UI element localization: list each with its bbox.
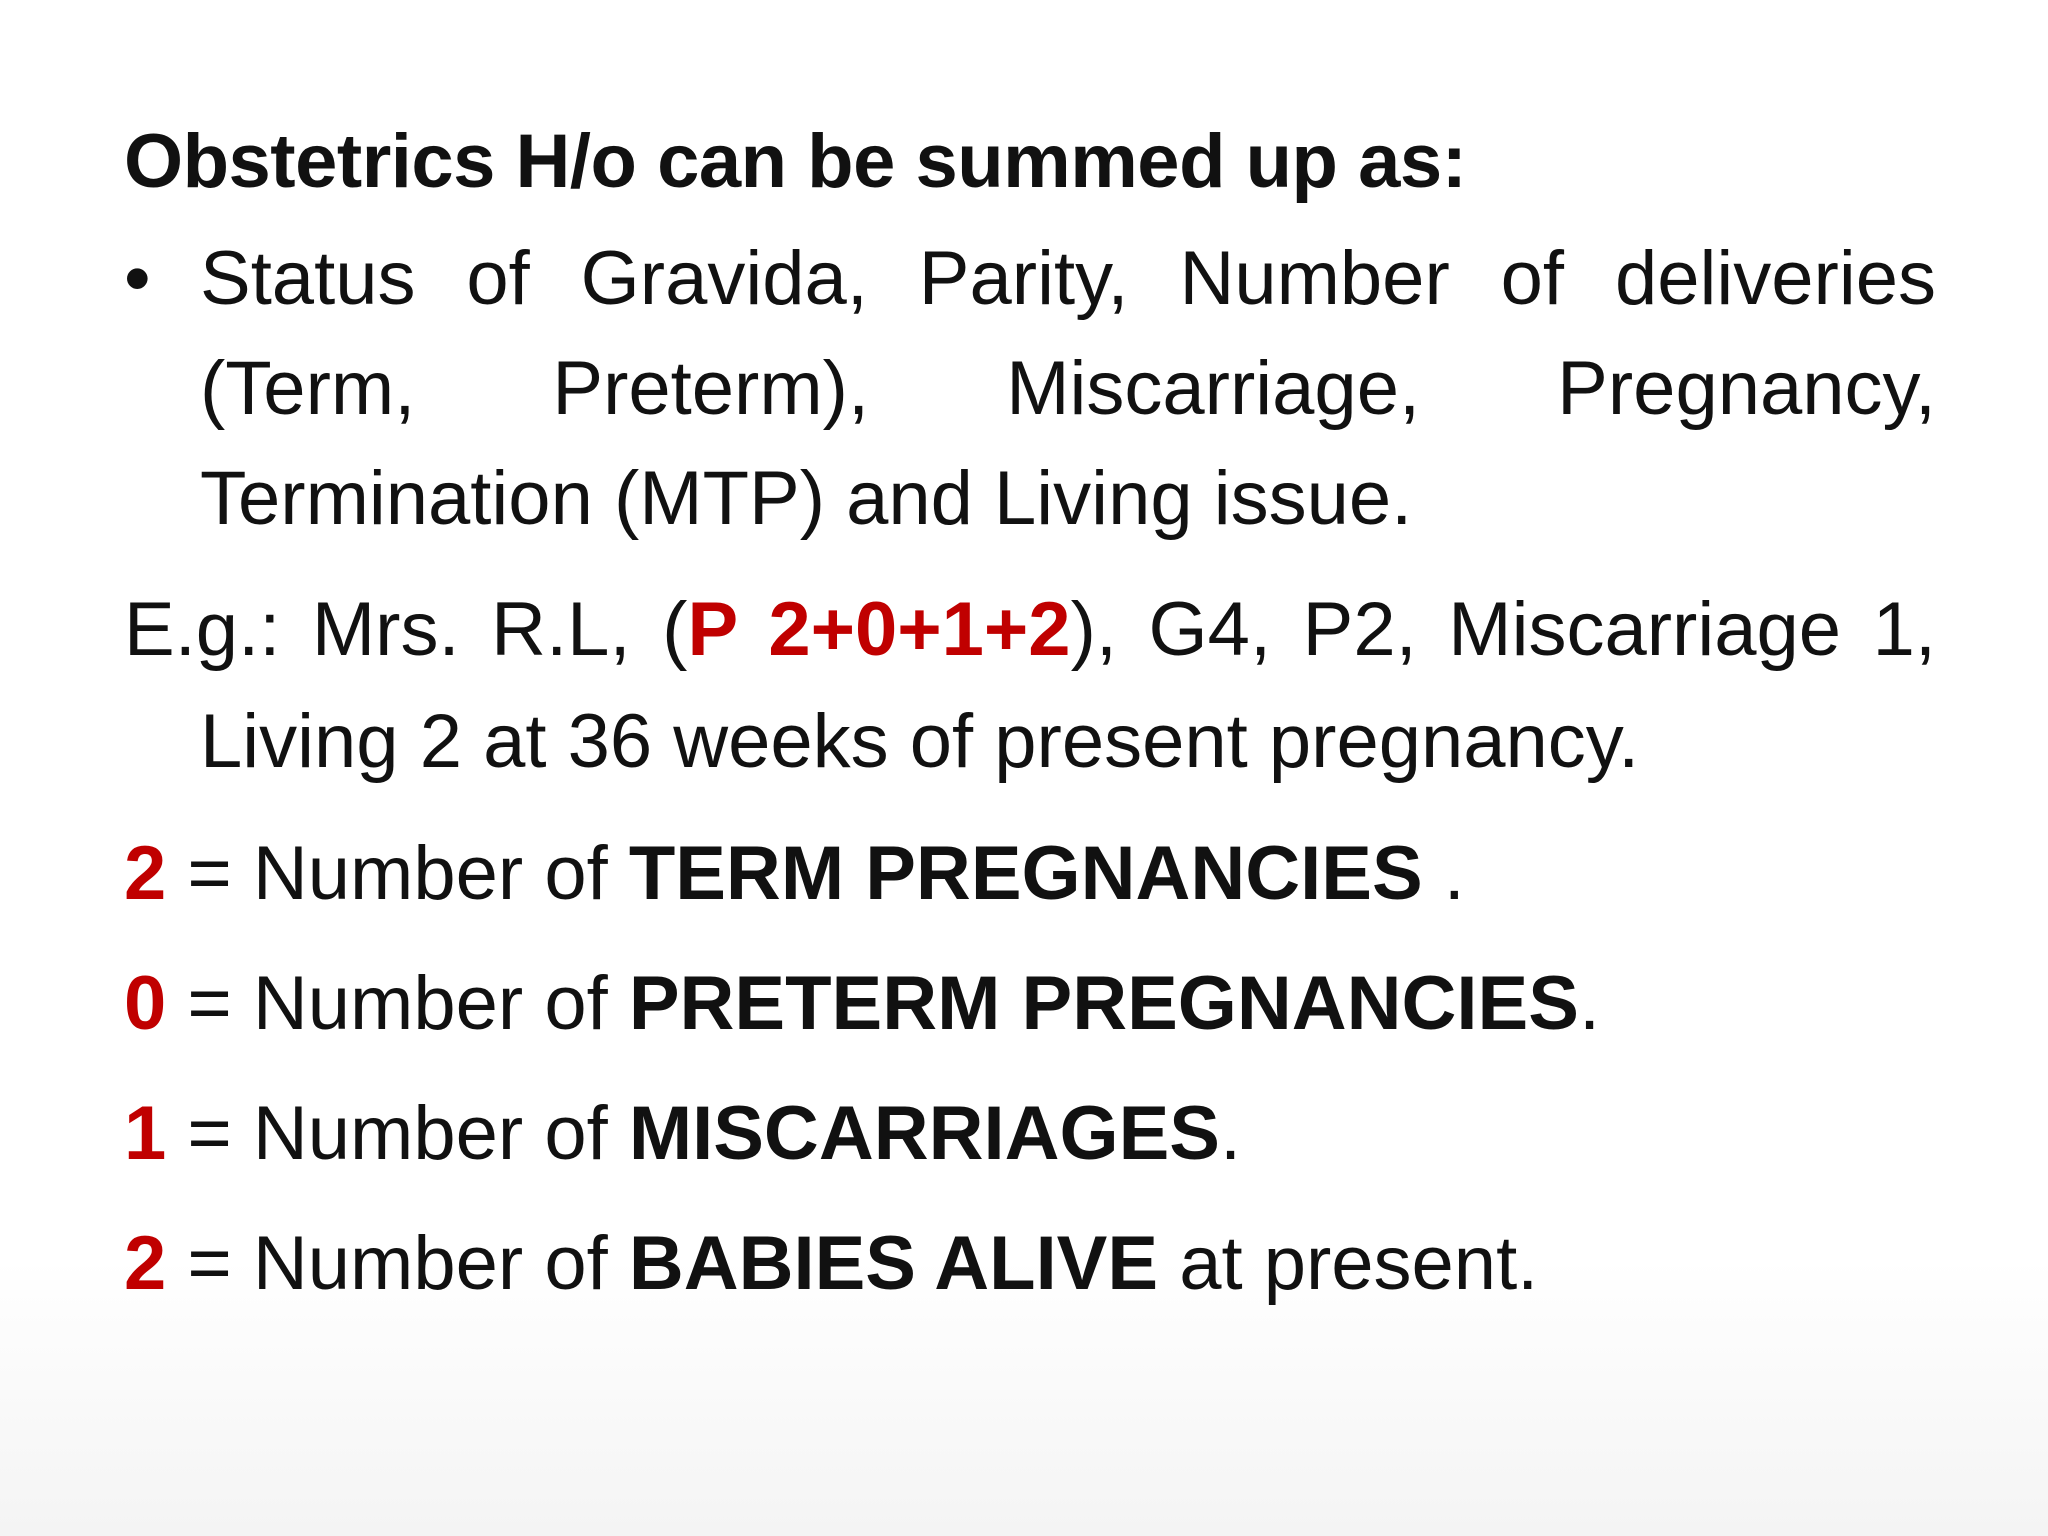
bullet-item <box>124 224 1936 554</box>
legend-row-miscarriages <box>124 1078 1936 1190</box>
legend-tail: at present. <box>1158 1221 1539 1306</box>
slide-heading: Obstetrics H/o can be summed up as: <box>124 119 1467 204</box>
legend-digit: 2 <box>124 831 167 916</box>
legend-digit: 2 <box>124 1221 167 1306</box>
legend-digit: 1 <box>124 1091 167 1176</box>
example-prefix: E.g.: Mrs. R.L, ( <box>124 587 688 672</box>
legend-row-preterm <box>124 948 1936 1060</box>
bullet-text: Status of Gravida, Parity, Number of deliveries (Term, Preterm), Miscarriage, Pregnancy, Termination (MTP) and Living issue. <box>200 236 1936 541</box>
example-paragraph <box>124 574 1936 798</box>
legend-middle: = Number of <box>166 831 629 916</box>
legend-row-babies-alive <box>124 1208 1936 1320</box>
legend-tail: . <box>1422 831 1465 916</box>
example-code: P 2+0+1+2 <box>687 587 1071 672</box>
legend-digit: 0 <box>124 961 167 1046</box>
bullet-icon: • <box>124 236 151 321</box>
legend-row-term <box>124 818 1936 930</box>
legend-term: TERM PREGNANCIES <box>628 831 1423 916</box>
legend-tail: . <box>1219 1091 1242 1176</box>
example-suffix: ), G4, P2, Miscarriage 1, Living 2 at 36 weeks of present pregnancy. <box>200 587 1936 784</box>
legend-middle: = Number of <box>166 961 629 1046</box>
legend-middle: = Number of <box>166 1091 629 1176</box>
legend-tail: . <box>1578 961 1601 1046</box>
legend-term: PRETERM PREGNANCIES <box>628 961 1579 1046</box>
legend-term: BABIES ALIVE <box>628 1221 1159 1306</box>
legend-middle: = Number of <box>166 1221 629 1306</box>
legend-term: MISCARRIAGES <box>628 1091 1220 1176</box>
